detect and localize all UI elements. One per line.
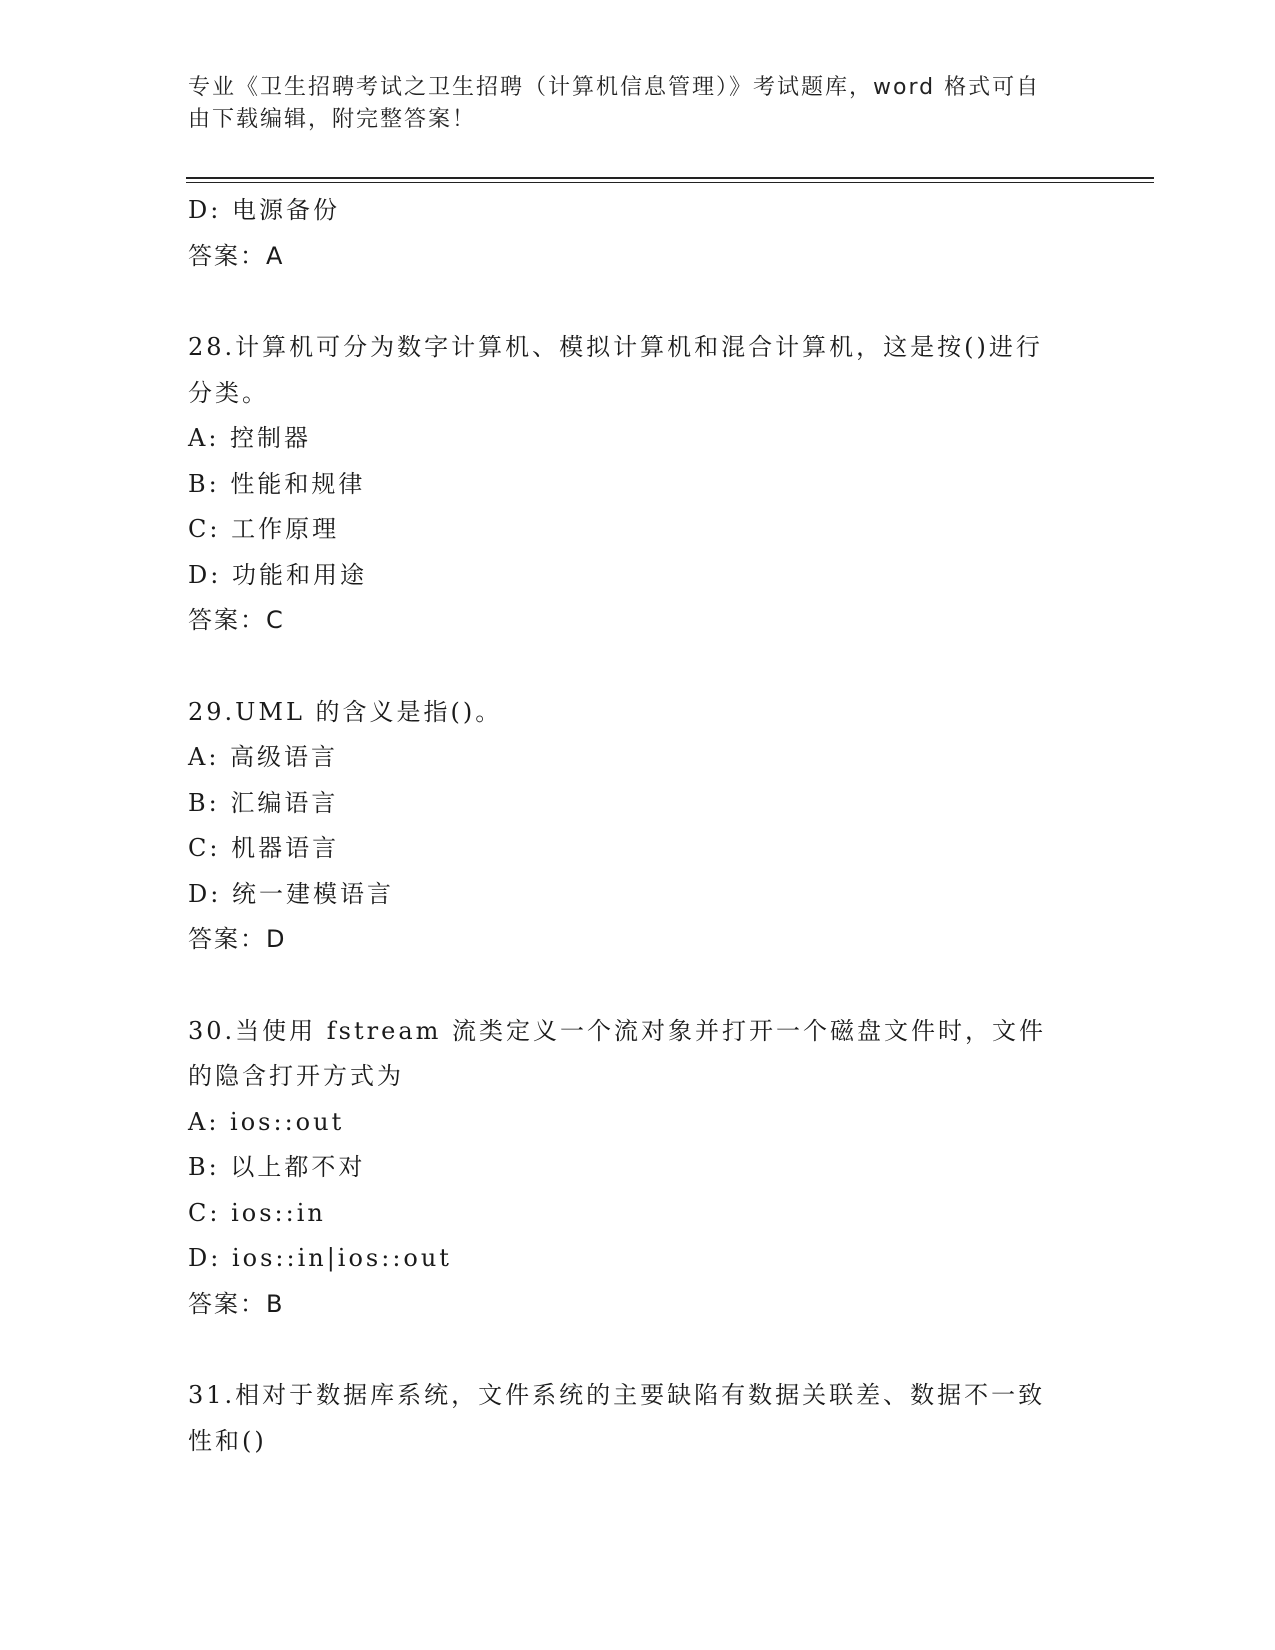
question-content — [188, 188, 1088, 1464]
prev-answer: 答案：A — [188, 241, 285, 270]
spacer — [188, 963, 1088, 1009]
option-a: A: 控制器 — [188, 424, 312, 452]
option-c: C: 工作原理 — [188, 515, 340, 543]
answer: 答案：D — [188, 925, 287, 953]
option-c: C: 机器语言 — [188, 834, 340, 862]
question-text: 31.相对于数据库系统，文件系统的主要缺陷有数据关联差、数据不一致性和() — [188, 1381, 1046, 1455]
question-text: 30.当使用 fstream 流类定义一个流对象并打开一个磁盘文件时，文件的隐含打开方式为 — [188, 1016, 1047, 1090]
option-a: A: 高级语言 — [188, 743, 339, 771]
answer: 答案：C — [188, 606, 285, 634]
option-a: A: ios::out — [188, 1107, 345, 1136]
option-b: B: 性能和规律 — [188, 469, 366, 498]
option-d: D: ios::in|ios::out — [188, 1244, 452, 1272]
header-rule-thick — [186, 177, 1154, 179]
page-header — [188, 72, 1068, 136]
question-30 — [188, 1009, 1088, 1328]
question-31 — [188, 1373, 1088, 1464]
option-b: B: 以上都不对 — [188, 1153, 366, 1181]
question-28 — [188, 325, 1088, 644]
option-c: C: ios::in — [188, 1198, 326, 1227]
question-text: 28.计算机可分为数字计算机、模拟计算机和混合计算机，这是按()进行分类。 — [188, 333, 1043, 407]
spacer — [188, 644, 1088, 690]
option-b: B: 汇编语言 — [188, 788, 339, 817]
option-d: D: 统一建模语言 — [188, 879, 394, 908]
prev-option-d: D: 电源备份 — [188, 196, 340, 224]
header-line-1: 专业《卫生招聘考试之卫生招聘（计算机信息管理）》考试题库，word 格式可自 — [188, 75, 1041, 100]
answer: 答案：B — [188, 1289, 285, 1318]
question-29 — [188, 690, 1088, 963]
option-d: D: 功能和用途 — [188, 560, 367, 589]
spacer — [188, 1327, 1088, 1373]
header-rule-thin — [186, 182, 1154, 183]
question-text: 29.UML 的含义是指()。 — [188, 697, 503, 726]
header-line-2: 由下载编辑，附完整答案！ — [188, 107, 477, 132]
spacer — [188, 279, 1088, 325]
